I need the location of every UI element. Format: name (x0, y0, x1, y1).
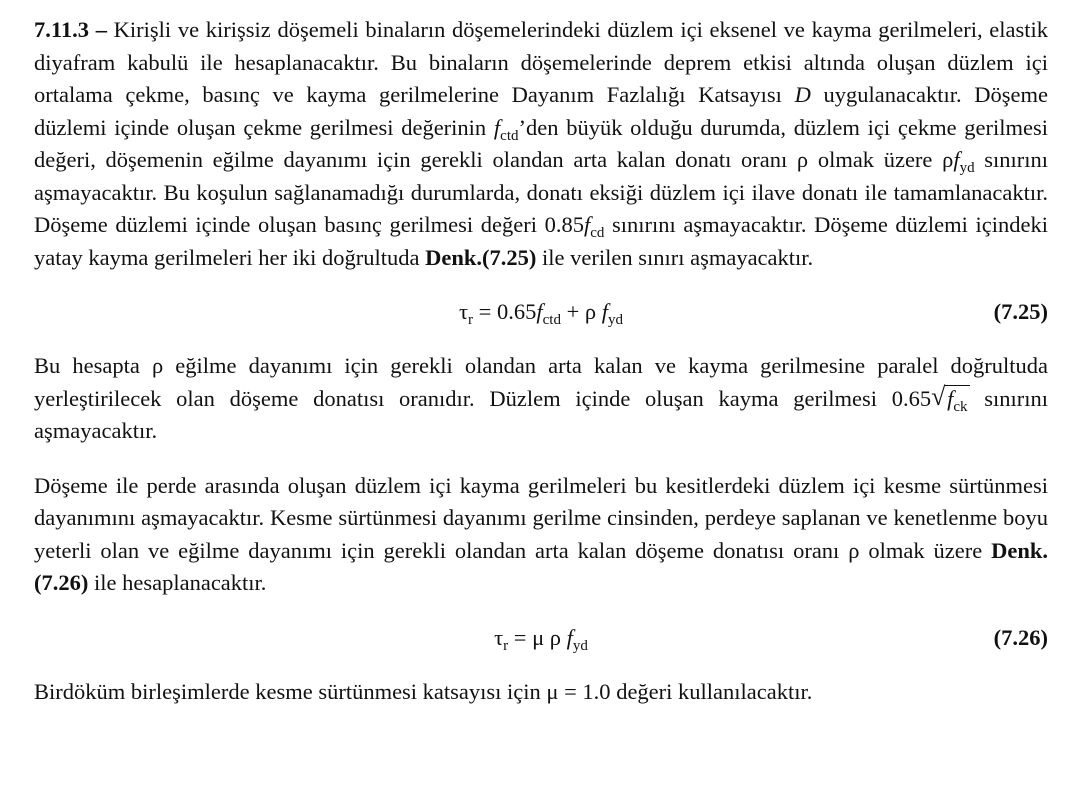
p1-text-2: uygulanacaktır. Döşeme düzlemi içinde oluşan çekme gerilmesi değerinin (34, 82, 1049, 140)
equation-7-26-number: (7.26) (993, 624, 1048, 650)
paragraph-3 (34, 470, 1048, 600)
p3-text-2: olmak üzere (868, 537, 983, 563)
equation-7-25 (34, 294, 1048, 330)
paragraph-1 (34, 14, 1048, 274)
p1-text-5: sınırını aşmayacaktır. Bu koşulun sağlanamadığı durumlarda, donatı eksiği düzlem içi ilave donatı ile tamamlanacaktır. Döşeme düzlemi içinde oluşan basınç gerilmesi değeri (34, 147, 1049, 237)
p1-text-1: Kirişli ve kirişsiz döşemeli binaların döşemelerindeki düzlem içi eksenel ve kayma gerilmeleri, elastik diyafram kabulü ile hesaplanacaktır. Bu binaların döşemelerinde deprem etkisi altında oluşan düzlem içi ortalama çekme, basınç ve kayma gerilmelerine Dayanım Fazlalığı Katsayısı (34, 17, 1049, 107)
p2-symbol-rho: ρ (151, 353, 164, 378)
p1-symbol-rho-fyd: $\rho f_{yd}$ (942, 147, 975, 176)
p1-text-4: olmak üzere (817, 147, 933, 172)
equation-7-26-formula: $\tau_r = \mu$ ρ $f_{yd}$ (494, 624, 588, 654)
p4-symbol-mu: μ = 1.0 (546, 678, 611, 704)
p1-text-7: ile verilen sınırı aşmayacaktır. (542, 244, 814, 270)
p1-symbol-rho: ρ (796, 147, 809, 172)
p3-symbol-rho: ρ (848, 537, 860, 563)
p2-text-2: eğilme dayanımı için gerekli olandan arta kalan ve kayma gerilmesine paralel doğrultuda yerleştirilecek olan döşeme donatısı oranıdır. Düzlem içinde oluşan kayma gerilmesi (34, 353, 1049, 411)
p3-equation-ref: Denk.(7.26) (34, 537, 1048, 595)
p1-symbol-D: D (794, 82, 811, 107)
paragraph-4 (34, 676, 1048, 709)
p2-text-1: Bu hesapta (34, 353, 140, 378)
p1-text-3: ’den büyük olduğu durumda, düzlem içi çekme gerilmesi değeri, döşemenin eğilme dayanımı için gerekli olandan arta kalan donatı oranı (34, 114, 1048, 172)
paragraph-2 (34, 350, 1048, 448)
p3-text-1: Döşeme ile perde arasında oluşan düzlem içi kayma gerilmeleri bu kesitlerdeki düzlem içi kesme sürtünmesi dayanımını aşmayacaktır. Kesme sürtünmesi dayanımı gerilme cinsinden, perdeye saplanan ve kenetlenme boyu yeterli olan ve eğilme dayanımı için gerekli olandan arta kalan döşeme donatısı oranı (34, 472, 1048, 563)
section-number: 7.11.3 – (34, 17, 107, 42)
p2-symbol-sqrt-fck: 0.65 √ $f_{ck}$ (891, 381, 968, 415)
p1-equation-ref: Denk.(7.25) (425, 244, 537, 270)
p1-symbol-fctd: $f_{ctd}$ (493, 114, 519, 144)
p1-text-6: sınırını aşmayacaktır. Döşeme düzlemi içindeki yatay kayma gerilmeleri her iki doğrultuda (34, 212, 1048, 270)
p1-symbol-085fcd: $0.85f_{cd}$ (544, 212, 605, 241)
equation-7-25-number: (7.25) (993, 299, 1048, 324)
p2-text-3: sınırını aşmayacaktır. (34, 385, 1049, 443)
equation-7-26 (34, 620, 1048, 656)
document-page (34, 14, 1048, 708)
p4-text-2: değeri kullanılacaktır. (616, 678, 813, 704)
p4-text-1: Birdöküm birleşimlerde kesme sürtünmesi katsayısı için (34, 678, 541, 704)
p3-text-3: ile hesaplanacaktır. (94, 570, 267, 595)
equation-7-25-formula: $\tau_r = 0.65f_{ctd} + \rho$ $f_{yd}$ (458, 299, 624, 328)
